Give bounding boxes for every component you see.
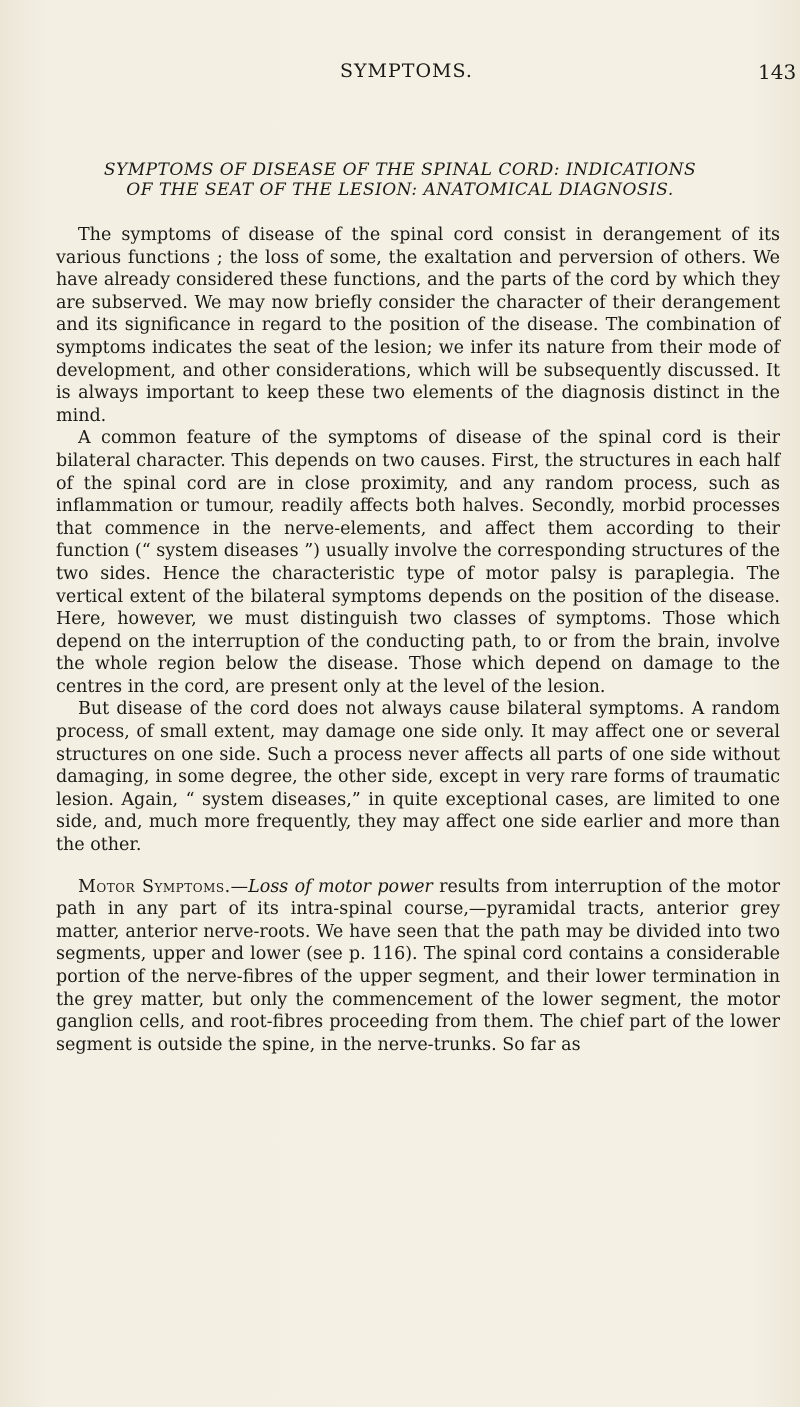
section-title [30,160,770,200]
page-number: 143 [758,60,797,84]
running-title: SYMPTOMS. [340,60,473,82]
section-title-line-1: SYMPTOMS OF DISEASE OF THE SPINAL CORD: INDICATIONS [103,160,697,180]
paragraph-motor-symptoms: Motor Symptoms.—Loss of motor power results from interruption of the motor path in any part of its intra-spinal course,—pyramidal tracts, anterior grey matter, anterior nerve-roots. We have seen that the path may be divided into two segments, upper and lower (see p. 116). The spinal cord contains a considerable portion of the nerve-fibres of the upper segment, and their lower termination in the grey matter, but only the commencement of the lower segment, the motor ganglion cells, and root-fibres proceeding from them. The chief part of the lower segment is outside the spine, in the nerve-trunks. So far as [56,876,780,1055]
motor-power-emphasis: Loss of motor power [248,876,433,897]
paragraph-1: The symptoms of disease of the spinal cord consist in derangement of its various functions ; the loss of some, the exaltation and perversion of others. We have already considered these functions, and the parts of the cord by which they are subserved. We may now briefly consider the character of their derangement and its significance in regard to the position of the disease. The combination of symptoms indicates the seat of the lesion; we infer its nature from their mode of development, and other considerations, which will be subsequently discussed. It is always important to keep these two elements of the diagnosis distinct in the mind. [56,225,780,426]
body-text [56,224,780,1056]
paragraph-2: A common feature of the symptoms of disease of the spinal cord is their bilateral character. This depends on two causes. First, the structures in each half of the spinal cord are in close proximity, and any random process, such as inflammation or tumour, readily affects both halves. Secondly, morbid processes that commence in the nerve-elements, and affect them according to their function (“ system diseases ”) usually involve the corresponding structures of the two sides. Hence the characteristic type of motor palsy is paraplegia. The vertical extent of the bilateral symptoms depends on the position of the disease. Here, however, we must distinguish two classes of symptoms. Those which depend on the interruption of the conducting path, to or from the brain, involve the whole region below the disease. Those which depend on damage to the centres in the cord, are present only at the level of the lesion. [56,428,780,697]
motor-symptoms-text: results from interruption of the motor path in any part of its intra-spinal course,—pyramidal tracts, anterior grey matter, anterior nerve-roots. We have seen that the path may be divided into two segments, upper and lower (see p. 116). The spinal cord contains a considerable portion of the nerve-fibres of the upper segment, and their lower termination in the grey matter, but only the commencement of the lower segment, the motor ganglion cells, and root-fibres proceeding from them. The chief part of the lower segment is outside the spine, in the nerve-trunks. So far as [56,876,780,1055]
section-title-line-2: OF THE SEAT OF THE LESION: ANATOMICAL DIAGNOSIS. [126,180,674,200]
paragraph-3: But disease of the cord does not always cause bilateral symptoms. A random process, of small extent, may damage one side only. It may affect one or several structures on one side. Such a process never affects all parts of one side without damaging, in some degree, the other side, except in very rare forms of traumatic lesion. Again, “ system diseases,” in quite exceptional cases, are limited to one side, and, much more frequently, they may affect one side earlier and more than the other. [56,699,780,856]
running-head [0,60,800,100]
motor-symptoms-heading: Motor Symptoms. [78,876,231,897]
